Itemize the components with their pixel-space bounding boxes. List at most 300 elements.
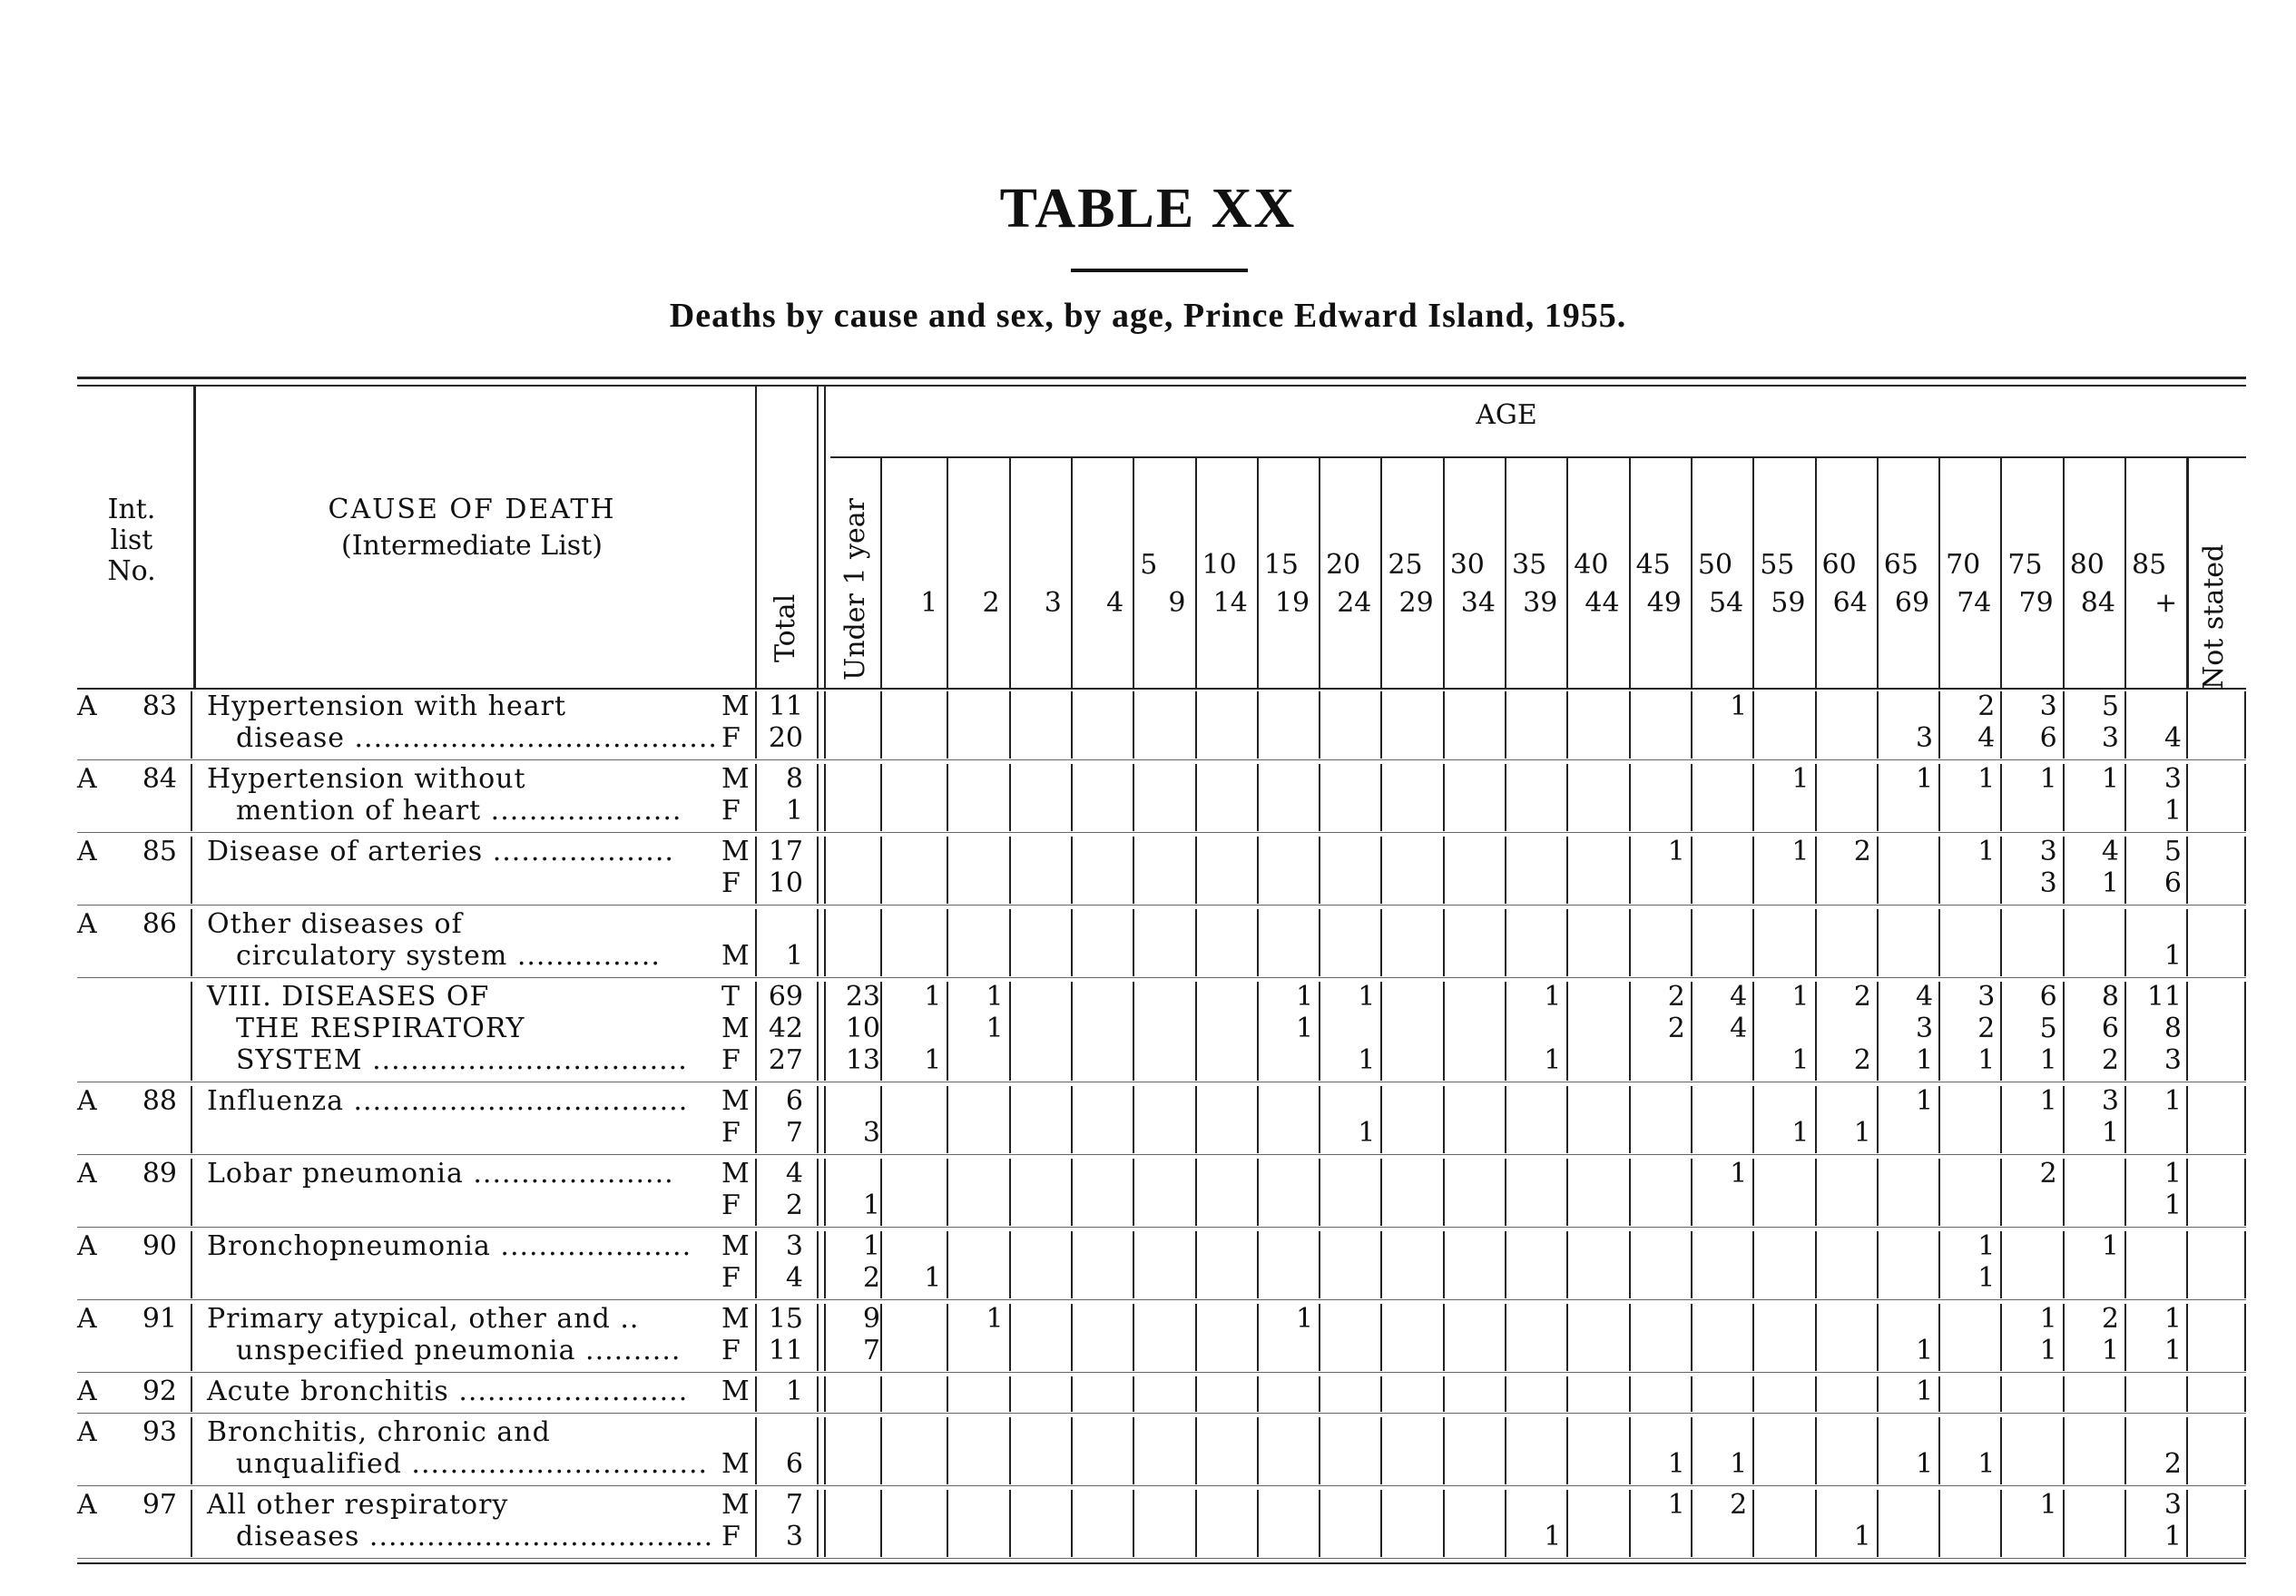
not-stated-rule	[2244, 1159, 2246, 1226]
sex-code: M	[721, 940, 750, 972]
age-rule-line	[947, 982, 948, 1081]
age-group-bottom: 19	[1274, 587, 1310, 619]
age-rule-line	[1629, 1417, 1631, 1484]
total-rule	[817, 909, 819, 976]
stub-divider	[193, 385, 196, 688]
not-stated-rule	[2244, 982, 2246, 1081]
age-rule-line	[2063, 1417, 2065, 1484]
sex-code: M	[721, 1376, 750, 1407]
total-rule	[817, 1304, 819, 1371]
age-rule-line	[1505, 1490, 1506, 1557]
age-value: 1	[1296, 1303, 1314, 1335]
age-rule-line	[2186, 1490, 2188, 1557]
age-value: 3	[2101, 1085, 2119, 1117]
age-rule-line	[1815, 691, 1817, 759]
under-1-value: 2	[862, 1262, 880, 1294]
row-separator	[77, 1299, 2246, 1300]
age-rule-line	[1257, 1231, 1259, 1298]
age-rule-line	[1195, 764, 1197, 831]
age-rule-line	[1566, 837, 1568, 904]
age-rule-line	[1566, 1231, 1568, 1298]
age-value: 4	[1730, 981, 1748, 1013]
age-rule-line	[1319, 1231, 1320, 1298]
sex-code: F	[721, 722, 741, 754]
age-value: 2	[2164, 1448, 2182, 1480]
age-rule-line	[1443, 1376, 1445, 1412]
age-rule-line	[1691, 982, 1693, 1081]
age-value: 2	[1730, 1489, 1748, 1521]
age-rule-line	[1071, 982, 1073, 1081]
age-rule-line	[1877, 1159, 1879, 1226]
age-rule-line	[1877, 764, 1879, 831]
age-rule-line	[1877, 1417, 1879, 1484]
age-rule-line	[1133, 1159, 1134, 1226]
age-rule-line	[1505, 1159, 1506, 1226]
age-value: 2	[2039, 1158, 2057, 1190]
sex-code: F	[721, 795, 741, 827]
total-rule	[755, 982, 757, 1081]
total-rule	[824, 1231, 826, 1298]
cause-subheader: (Intermediate List)	[341, 530, 603, 562]
age-col-line	[880, 458, 882, 688]
stub-rule	[191, 1490, 192, 1557]
age-rule-line	[1319, 764, 1320, 831]
age-rule-line	[1257, 691, 1259, 759]
age-value: 1	[1853, 1521, 1871, 1552]
int-list-header: list	[110, 524, 153, 556]
age-group-top: 80	[2069, 549, 2105, 581]
cause-of-death: All other respiratory	[207, 1489, 509, 1521]
age-rule-line	[1257, 1376, 1259, 1412]
age-rule-line	[1877, 1490, 1879, 1557]
age-rule-line	[1009, 982, 1011, 1081]
cause-of-death: Acute bronchitis ........................	[207, 1376, 689, 1407]
age-rule-line	[2000, 1304, 2002, 1371]
age-value: 8	[2101, 981, 2119, 1013]
cause-of-death: diseases ....................................	[236, 1521, 714, 1552]
age-rule-line	[1566, 1490, 1568, 1557]
int-list-number: 85	[142, 836, 177, 867]
under1-rule	[880, 982, 882, 1081]
age-rule-line	[1133, 1376, 1134, 1412]
total-rule	[817, 1086, 819, 1153]
age-rule-line	[1505, 982, 1506, 1081]
age-rule-line	[1071, 1490, 1073, 1557]
age-rule-line	[2063, 1490, 2065, 1557]
age-value: 1	[2039, 1489, 2057, 1521]
total-rule	[824, 1086, 826, 1153]
age-rule-line	[1319, 909, 1320, 976]
age-rule-line	[1009, 909, 1011, 976]
age-group-bottom: 2	[982, 587, 1000, 619]
age-value: 1	[1977, 763, 1996, 795]
age-rule-line	[1691, 909, 1693, 976]
age-rule-line	[1380, 691, 1382, 759]
age-rule-line	[1815, 1490, 1817, 1557]
age-rule-line	[2186, 982, 2188, 1081]
age-rule-line	[1443, 909, 1445, 976]
age-rule-line	[1815, 837, 1817, 904]
total-divider-2	[817, 385, 819, 688]
age-rule-line	[2063, 909, 2065, 976]
age-group-bottom: 59	[1771, 587, 1806, 619]
age-group-bottom: 14	[1212, 587, 1248, 619]
under-1-value: 9	[862, 1303, 880, 1335]
age-col-line	[1629, 458, 1631, 688]
age-rule-line	[2000, 1490, 2002, 1557]
int-list-number: 83	[142, 690, 177, 722]
age-rule-line	[1009, 1231, 1011, 1298]
age-rule-line	[1071, 1231, 1073, 1298]
stub-rule	[191, 1231, 192, 1298]
age-rule-line	[1629, 1231, 1631, 1298]
cause-of-death: Bronchitis, chronic and	[207, 1416, 551, 1448]
not-stated-header: Not stated	[2198, 543, 2230, 690]
age-value: 1	[1791, 763, 1810, 795]
total-rule	[755, 1490, 757, 1557]
age-rule-line	[1133, 982, 1134, 1081]
age-rule-line	[1195, 1231, 1197, 1298]
under-1-value: 3	[862, 1117, 880, 1149]
age-value: 3	[2164, 1044, 2182, 1076]
age-rule-line	[1566, 1376, 1568, 1412]
age-value: 6	[2039, 981, 2057, 1013]
cause-of-death: disease ......................................	[236, 722, 718, 754]
age-rule-line	[1443, 1231, 1445, 1298]
age-value: 3	[2039, 836, 2057, 867]
age-value: 3	[1916, 1013, 1934, 1044]
age-rule-line	[1380, 837, 1382, 904]
int-list-letter: A	[77, 1158, 97, 1190]
age-rule-line	[2124, 982, 2126, 1081]
age-rule-line	[1691, 1304, 1693, 1371]
age-rule-line	[1257, 837, 1259, 904]
age-rule-line	[1877, 909, 1879, 976]
int-list-number: 97	[142, 1489, 177, 1521]
age-value: 1	[1544, 1044, 1562, 1076]
age-group-bottom: 3	[1044, 587, 1062, 619]
total-rule	[824, 982, 826, 1081]
age-rule-line	[947, 909, 948, 976]
age-rule-line	[1752, 1376, 1754, 1412]
age-rule-line	[2186, 837, 2188, 904]
age-value: 4	[1977, 722, 1996, 754]
total-rule	[824, 1417, 826, 1484]
age-rule-line	[2186, 691, 2188, 759]
age-rule-line	[1071, 691, 1073, 759]
age-rule-line	[1877, 982, 1879, 1081]
under-1-value: 1	[862, 1230, 880, 1262]
age-rule-line	[1257, 764, 1259, 831]
sex-code: F	[721, 1117, 741, 1149]
row-separator	[77, 1413, 2246, 1414]
age-rule-line	[1938, 1304, 1940, 1371]
age-rule-line	[1938, 691, 1940, 759]
total-rule	[824, 1490, 826, 1557]
age-rule-line	[1133, 837, 1134, 904]
age-value: 1	[1667, 1489, 1685, 1521]
age-rule-line	[1752, 1417, 1754, 1484]
age-rule-line	[1505, 764, 1506, 831]
int-list-number: 90	[142, 1230, 177, 1262]
stub-rule	[191, 1304, 192, 1371]
sex-code: M	[721, 836, 750, 867]
age-rule-line	[1691, 1490, 1693, 1557]
age-rule-line	[2000, 837, 2002, 904]
age-rule-line	[1195, 1376, 1197, 1412]
stub-rule	[191, 1159, 192, 1226]
total-divider	[755, 385, 757, 688]
int-list-number: 86	[142, 908, 177, 940]
age-rule-line	[1257, 982, 1259, 1081]
age-rule-line	[1566, 1304, 1568, 1371]
age-rule-line	[1009, 1086, 1011, 1153]
int-list-header: No.	[107, 555, 156, 587]
age-rule-line	[2124, 1417, 2126, 1484]
age-value: 3	[2039, 690, 2057, 722]
age-value: 6	[2164, 867, 2182, 899]
age-rule-line	[1319, 1086, 1320, 1153]
total-value: 69	[768, 981, 803, 1013]
age-rule-line	[2000, 909, 2002, 976]
age-rule-line	[2063, 982, 2065, 1081]
total-rule	[824, 764, 826, 831]
age-col-line	[1815, 458, 1817, 688]
age-rule-line	[2063, 1376, 2065, 1412]
age-value: 1	[924, 981, 942, 1013]
age-rule-line	[1195, 837, 1197, 904]
age-value: 3	[2164, 1489, 2182, 1521]
age-value: 5	[2164, 836, 2182, 867]
age-rule-line	[2124, 1159, 2126, 1226]
age-rule-line	[2000, 1086, 2002, 1153]
age-rule-line	[1319, 1159, 1320, 1226]
age-rule-line	[1629, 837, 1631, 904]
total-rule	[755, 764, 757, 831]
age-value: 1	[986, 981, 1004, 1013]
age-rule-line	[1815, 1304, 1817, 1371]
under1-rule	[880, 1159, 882, 1226]
age-rule-line	[2124, 1086, 2126, 1153]
age-group-bottom: 4	[1106, 587, 1124, 619]
age-rule-line	[2186, 1086, 2188, 1153]
age-rule-line	[2124, 1304, 2126, 1371]
age-rule-line	[1691, 1159, 1693, 1226]
int-list-number: 88	[142, 1085, 177, 1117]
age-rule-line	[2063, 764, 2065, 831]
total-value: 27	[768, 1044, 803, 1076]
age-rule-line	[1877, 837, 1879, 904]
not-stated-rule	[2244, 1490, 2246, 1557]
age-col-line	[2000, 458, 2002, 688]
age-rule-line	[1443, 1086, 1445, 1153]
age-rule-line	[947, 764, 948, 831]
sex-code: M	[721, 1489, 750, 1521]
under1-rule	[880, 1231, 882, 1298]
age-value: 4	[1730, 1013, 1748, 1044]
age-col-line	[1938, 458, 1940, 688]
age-rule-line	[2000, 1376, 2002, 1412]
total-rule	[755, 691, 757, 759]
cause-of-death: SYSTEM .................................	[236, 1044, 688, 1076]
sex-code: M	[721, 1303, 750, 1335]
age-rule-line	[1133, 909, 1134, 976]
age-rule-line	[1133, 1417, 1134, 1484]
age-rule-line	[1009, 1304, 1011, 1371]
age-rule-line	[947, 1417, 948, 1484]
total-header: Total	[770, 593, 801, 662]
age-col-line	[1443, 458, 1445, 688]
age-value: 1	[1667, 836, 1685, 867]
age-rule-line	[1877, 691, 1879, 759]
age-group-top: 55	[1760, 549, 1795, 581]
under1-rule	[880, 1417, 882, 1484]
cause-of-death: Hypertension with heart	[207, 690, 566, 722]
age-rule-line	[1071, 764, 1073, 831]
age-rule-line	[947, 1086, 948, 1153]
age-group-bottom: 69	[1894, 587, 1930, 619]
cause-of-death: Bronchopneumonia ....................	[207, 1230, 692, 1262]
age-rule-line	[1752, 909, 1754, 976]
age-rule-line	[1505, 1376, 1506, 1412]
row-separator	[77, 1558, 2246, 1559]
age-rule-line	[1009, 1159, 1011, 1226]
age-value: 1	[1916, 763, 1934, 795]
total-rule	[824, 1159, 826, 1226]
age-rule-line	[1566, 1086, 1568, 1153]
age-value: 1	[2101, 763, 2119, 795]
age-rule-line	[1009, 764, 1011, 831]
under-1-value: 13	[845, 1044, 880, 1076]
age-rule-line	[2000, 1417, 2002, 1484]
total-rule	[817, 1159, 819, 1226]
age-group-top: 40	[1574, 549, 1609, 581]
sex-code: F	[721, 1262, 741, 1294]
total-value: 8	[785, 763, 803, 795]
age-rule-line	[2186, 1231, 2188, 1298]
age-rule-line	[2124, 909, 2126, 976]
age-rule-line	[1071, 837, 1073, 904]
under1-rule	[880, 909, 882, 976]
age-rule-line	[1629, 1159, 1631, 1226]
sex-code: M	[721, 1085, 750, 1117]
total-value: 4	[785, 1158, 803, 1190]
age-rule-line	[1752, 1086, 1754, 1153]
age-rule-line	[2186, 1376, 2188, 1412]
age-rule-line	[2186, 909, 2188, 976]
age-rule-line	[2000, 764, 2002, 831]
age-rule-line	[947, 1376, 948, 1412]
age-group-top: 25	[1388, 549, 1423, 581]
age-rule-line	[1319, 982, 1320, 1081]
age-value: 1	[1730, 690, 1748, 722]
sex-code: M	[721, 690, 750, 722]
age-rule-line	[1443, 691, 1445, 759]
age-value: 5	[2039, 1013, 2057, 1044]
age-col-line	[2063, 458, 2065, 688]
age-group-top: 75	[2007, 549, 2043, 581]
age-rule-line	[1566, 1417, 1568, 1484]
age-value: 2	[2101, 1303, 2119, 1335]
age-group-top: 85	[2132, 549, 2167, 581]
age-value: 1	[2101, 1117, 2119, 1149]
row-separator	[77, 977, 2246, 978]
age-rule-line	[1505, 837, 1506, 904]
age-value: 2	[1853, 981, 1871, 1013]
under1-rule	[880, 1376, 882, 1412]
total-value: 20	[768, 722, 803, 754]
sex-code: M	[721, 1013, 750, 1044]
age-rule-line	[1009, 837, 1011, 904]
total-rule	[817, 1231, 819, 1298]
age-value: 1	[2039, 1303, 2057, 1335]
age-rule-line	[1505, 909, 1506, 976]
age-rule-line	[1938, 982, 1940, 1081]
age-value: 3	[2039, 867, 2057, 899]
cause-of-death: Other diseases of	[207, 908, 463, 940]
total-value: 15	[768, 1303, 803, 1335]
age-value: 1	[2039, 1335, 2057, 1366]
age-group-bottom: 84	[2080, 587, 2115, 619]
under-1-header: Under 1 year	[839, 498, 871, 681]
row-separator	[77, 1372, 2246, 1373]
int-list-letter: A	[77, 1085, 97, 1117]
age-group-top: 10	[1202, 549, 1237, 581]
age-group-bottom: 39	[1523, 587, 1558, 619]
total-rule	[824, 909, 826, 976]
age-rule-line	[1380, 1231, 1382, 1298]
age-col-line	[1380, 458, 1382, 688]
age-rule-line	[1629, 982, 1631, 1081]
total-rule	[824, 837, 826, 904]
age-group-bottom: 74	[1957, 587, 1992, 619]
total-value: 42	[768, 1013, 803, 1044]
age-value: 3	[2101, 722, 2119, 754]
age-value: 1	[1916, 1085, 1934, 1117]
age-value: 1	[1791, 1117, 1810, 1149]
not-stated-rule	[2244, 1231, 2246, 1298]
total-value: 1	[785, 940, 803, 972]
age-rule-line	[1071, 1159, 1073, 1226]
int-list-letter: A	[77, 763, 97, 795]
age-rule-line	[1009, 1376, 1011, 1412]
age-rule-line	[2186, 1304, 2188, 1371]
age-rule-line	[1319, 1417, 1320, 1484]
age-value: 1	[1791, 981, 1810, 1013]
sex-code: M	[721, 1158, 750, 1190]
age-value: 2	[1977, 690, 1996, 722]
age-rule-line	[1071, 909, 1073, 976]
stub-rule	[191, 691, 192, 759]
age-rule-line	[1443, 1304, 1445, 1371]
age-rule-line	[1815, 1376, 1817, 1412]
age-rule-line	[1752, 982, 1754, 1081]
age-rule-line	[1443, 1417, 1445, 1484]
cause-of-death: THE RESPIRATORY	[236, 1013, 525, 1044]
total-rule	[824, 691, 826, 759]
age-rule-line	[2000, 1159, 2002, 1226]
age-value: 1	[2101, 1335, 2119, 1366]
age-rule-line	[1629, 909, 1631, 976]
age-value: 1	[2101, 1230, 2119, 1262]
int-list-header: Int.	[107, 494, 156, 525]
row-separator	[77, 1154, 2246, 1155]
age-rule-line	[1071, 1304, 1073, 1371]
cause-of-death: Influenza ...................................	[207, 1085, 689, 1117]
age-group-top: 5	[1140, 549, 1158, 581]
age-col-line	[947, 458, 948, 688]
age-rule-line	[1319, 1304, 1320, 1371]
